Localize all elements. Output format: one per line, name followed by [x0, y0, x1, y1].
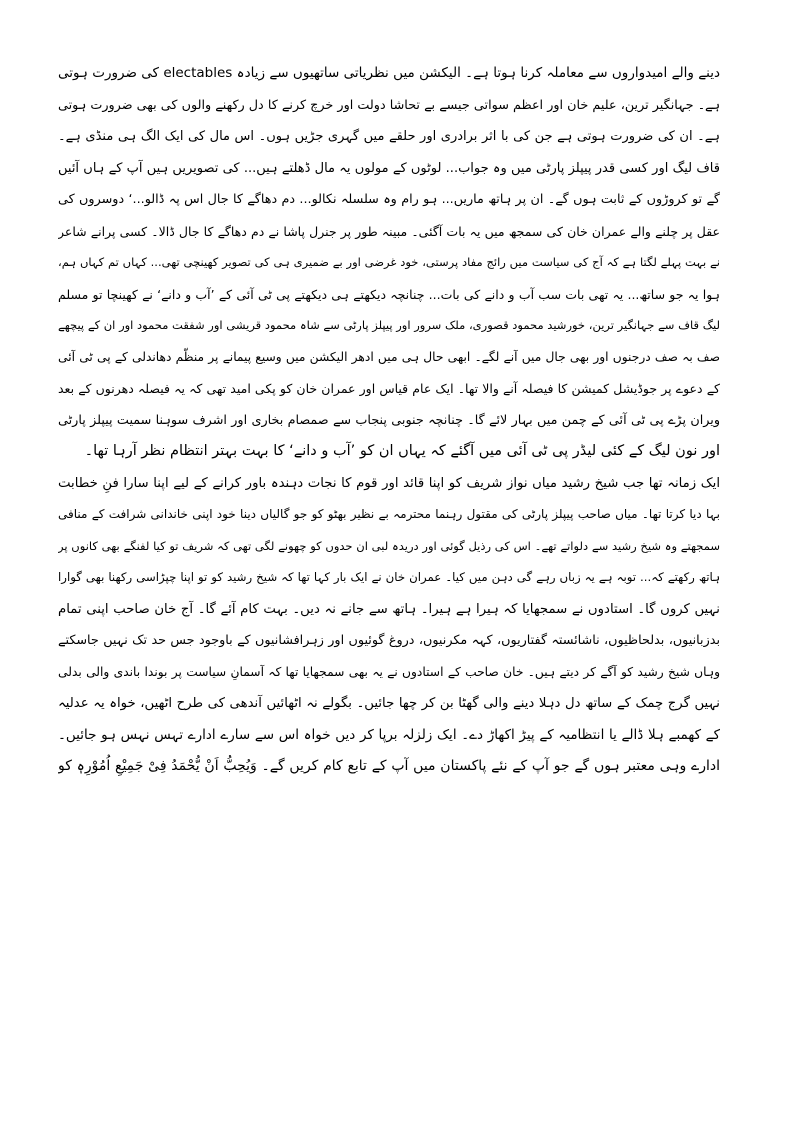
- text-line: اور نون لیگ کے کئی لیڈر پی ٹی آئی میں آگئے کہ یہاں ان کو ’آب و دانے‘ کا بہت بہتر انتظام نظر آرہا تھا۔: [84, 443, 720, 459]
- text-line: صف بہ صف درجنوں اور بھی جال میں آنے لگے۔ ابھی حال ہی میں ادھر الیکشن میں وسیع پیمانے پر منظّم دھاندلی کے پی ٹی آئی: [58, 349, 720, 364]
- text-line: بدزبانیوں، بدلحاظیوں، ناشائستہ گفتاریوں، کہہ مکرنیوں، دروغ گوئیوں اور زہرافشانیوں کے باوجود جس حد تک نہیں جاسکتے: [58, 633, 720, 648]
- text-line: لیگ قاف سے جہانگیر ترین، خورشید محمود قصوری، ملک سرور اور پیپلز پارٹی سے شاہ محمود قریشی اور شفقت محمود اور ان کے پیچھے: [58, 318, 720, 332]
- paragraph-2: [58, 468, 720, 783]
- text-line: وہاں شیخ رشید کو آگے کر دیتے ہیں۔ خان صاحب کے استادوں نے یہ بھی سمجھایا تھا کہ آسمانِ سیاست پر بوندا باندی والی بدلی: [58, 664, 720, 679]
- text-line: گے تو کروڑوں کے ثابت ہوں گے۔ ان پر ہاتھ ماریں... ہو رام وہ سلسلہ نکالو... دم دھاگے کا جال اس پہ ڈالو...‘ دوسروں کی: [58, 192, 720, 207]
- text-line: قاف لیگ اور کسی قدر پیپلز پارٹی میں وہ جواب... لوٹوں کے مولوں یہ مال ڈھلتے ہیں... کی تصویریں ہیں آپ کے ہاں آئیں: [58, 160, 720, 176]
- text-line: نے بہت پہلے لگتا ہے کہ آج کی سیاست میں رائج مفاد پرستی، خود غرضی اور بے ضمیری ہی کی تصویر کھینچی تھی... کہاں تم کہاں ہم،: [58, 255, 720, 269]
- text-line: ہے۔ جہانگیر ترین، علیم خان اور اعظم سواتی جیسے بے تحاشا دولت اور خرچ کرنے کا دل رکھنے والوں کی بھی ضرورت ہوتی: [58, 97, 720, 113]
- text-line: کے کھمبے ہلا ڈالے یا انتظامیہ کے پیڑ اکھاڑ دے۔ ایک زلزلہ برپا کر دیں خواہ اس سے سارے ادارے تہس نہس ہو جائیں۔: [58, 726, 720, 743]
- text-line: سمجھتے وہ شیخ رشید سے دلواتے تھے۔ اس کی رذیل گوئی اور دریدہ لبی ان حدوں کو چھونے لگی تھی کہ شریف تو کیا لفنگے بھی کانوں پر: [58, 538, 720, 553]
- text-line: ہاتھ رکھتے کہ... توبہ ہے یہ زباں رہے گی دہن میں کیا۔ عمران خان نے ایک بار کہا تھا کہ شیخ رشید کو تو اپنا چپڑاسی رکھنا بھی گوارا: [58, 570, 720, 584]
- text-line: بہا دیا کرتا تھا۔ میاں صاحب پیپلز پارٹی کی مقتول رہنما محترمہ بے نظیر بھٹو کو جو گالیاں دینا خود اپنی خاندانی شرافت کے منافی: [58, 507, 720, 521]
- text-line: ویران پڑے پی ٹی آئی کے چمن میں بہار لائے گا۔ چنانچہ جنوبی پنجاب سے صمصام بخاری اور اشرف سوہنا سمیت پیپلز پارٹی: [58, 412, 720, 428]
- text-line: کے دعوے پر جوڈیشل کمیشن کا فیصلہ آنے والا تھا۔ ایک عام قیاس اور عمران خان کو پکی امید تھی کہ یہ فیصلہ دھرنوں کے بعد: [58, 381, 720, 396]
- text-line: عقل پر چلنے والے عمران خان کی سمجھ میں یہ بات آگئی۔ مبینہ طور پر جنرل پاشا نے دم دھاگے کا جال ڈالا۔ کسی پرانے شاعر: [58, 223, 720, 239]
- urdu-text-body: [58, 58, 720, 783]
- text-line: ہوا یہ جو ساتھ... یہ تھی بات سب آب و دانے کی بات... چنانچہ دیکھتے ہی دیکھتے پی ٹی آئی کے ’آب و دانے‘ نے کھینچا تو مسلم: [58, 286, 720, 302]
- text-line: نہیں کروں گا۔ استادوں نے سمجھایا کہ ہیرا ہے ہیرا۔ ہاتھ سے جانے نہ دیں۔ بہت کام آئے گا۔ آج خان صاحب اپنی تمام: [58, 601, 720, 617]
- text-line: دینے والے امیدواروں سے معاملہ کرنا ہوتا ہے۔ الیکشن میں نظریاتی ساتھیوں سے زیادہ electables کی ضرورت ہوتی: [58, 65, 720, 81]
- paragraph-1: [58, 58, 720, 468]
- text-line: نہیں گرج چمک کے ساتھ دل دہلا دینے والی گھٹا بن کر چھا جائیں۔ بگولے نہ اٹھائیں آندھی کی طرح اٹھیں، خواہ یہ عدلیہ: [58, 696, 720, 711]
- text-line: ادارے وہی معتبر ہوں گے جو آپ کے نئے پاکستان میں آپ کے تابع کام کریں گے۔ وَیُحِبُّ اَنْ یُّحْمَدُ فِیْ جَمِیْعِ اُمُوْرِہٖ کو: [58, 758, 720, 774]
- text-line: ہے۔ ان کی ضرورت ہوتی ہے جن کی با اثر برادری اور حلقے میں گہری جڑیں ہوں۔ اس مال کی ایک الگ ہی منڈی ہے۔: [58, 129, 720, 144]
- text-line: ایک زمانہ تھا جب شیخ رشید میاں نواز شریف کو اپنا قائد اور قوم کا نجات دہندہ باور کرانے کے لیے اپنا سارا فنِ خطابت: [58, 475, 720, 491]
